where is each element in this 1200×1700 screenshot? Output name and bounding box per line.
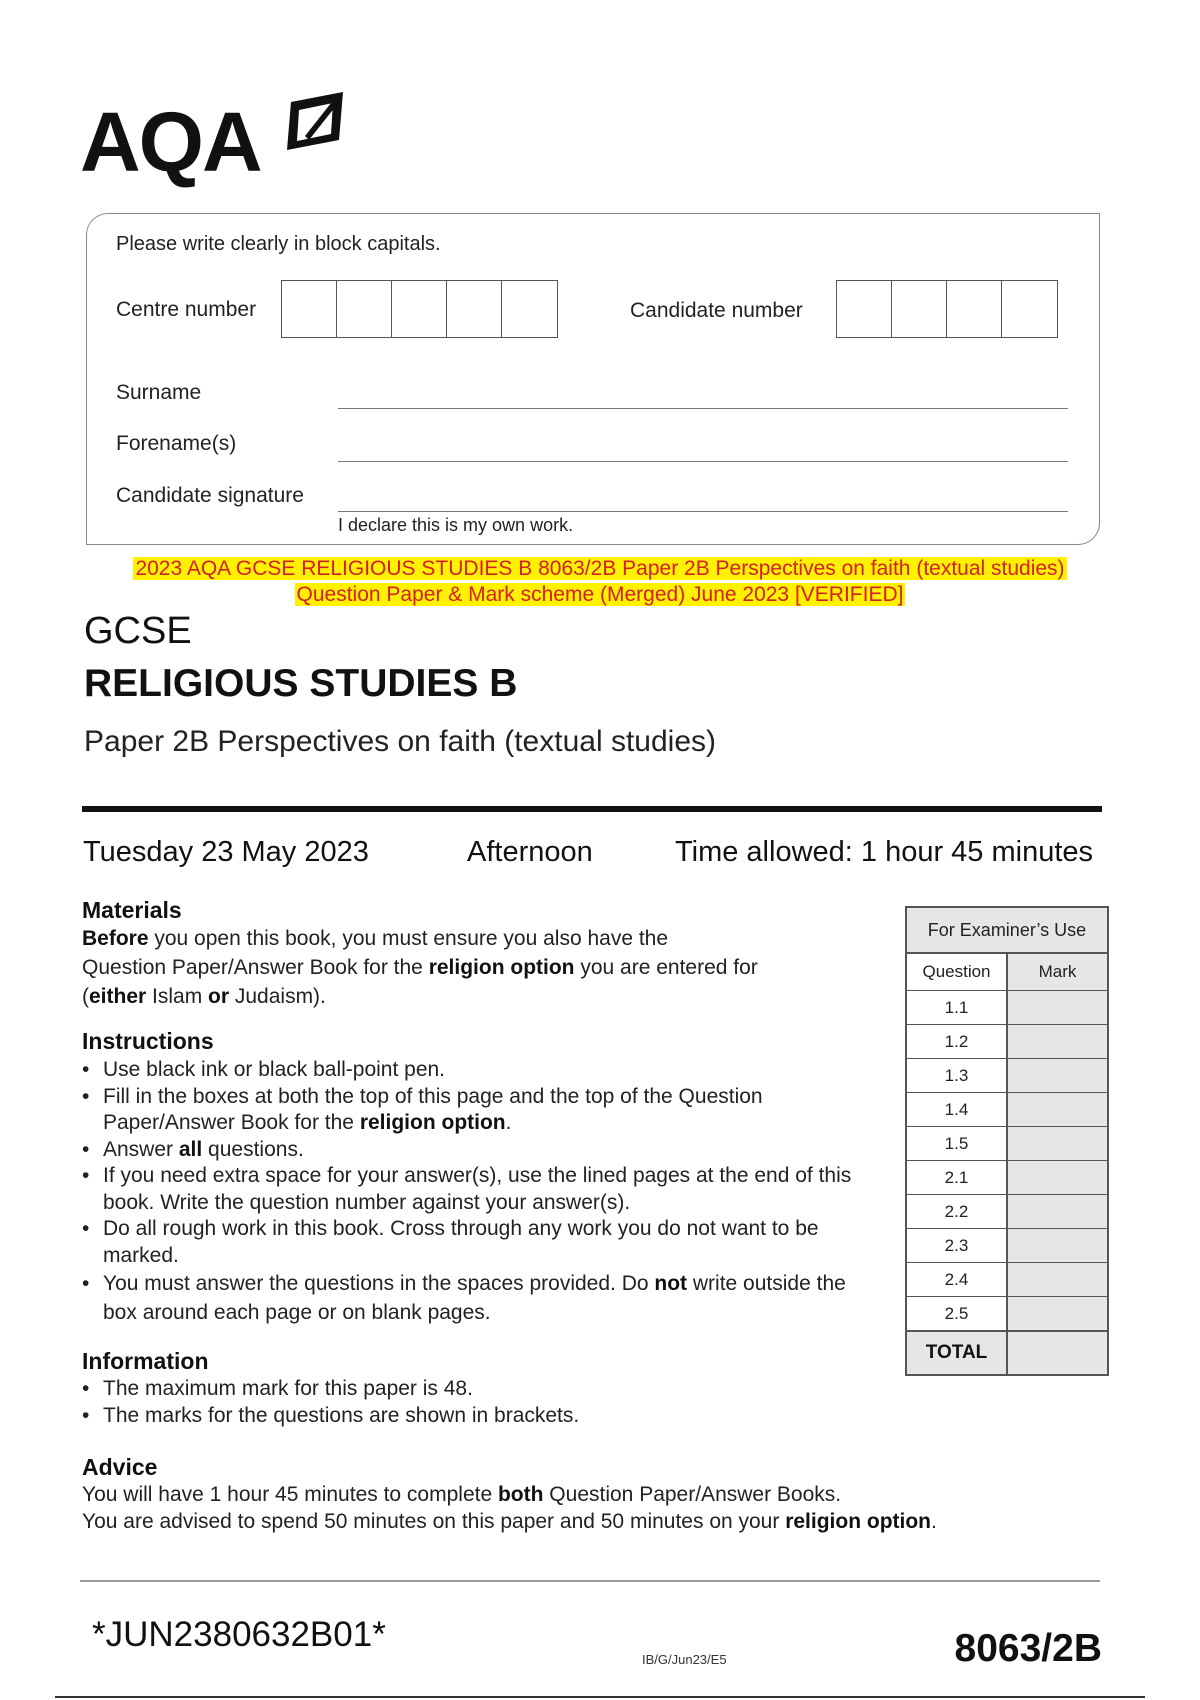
candidate-number-cell[interactable] [837, 281, 892, 337]
examiner-table-row [907, 1229, 1107, 1263]
time-allowed: Time allowed: 1 hour 45 minutes [675, 836, 1094, 868]
aqa-logo [80, 90, 380, 190]
mark-cell[interactable] [1008, 1229, 1107, 1262]
question-number: 2.2 [907, 1195, 1008, 1228]
total-mark-cell[interactable] [1008, 1332, 1107, 1374]
question-number: 1.3 [907, 1059, 1008, 1092]
instruction-text: You must answer the questions in the spaces provided. Do [103, 1272, 655, 1295]
materials-text-6: Judaism). [229, 985, 326, 1008]
centre-number-cell[interactable] [447, 281, 502, 337]
banner-line-2: Question Paper & Mark scheme (Merged) June 2023 [VERIFIED] [296, 583, 904, 606]
advice-text-4: . [931, 1509, 937, 1533]
instruction-bold: not [654, 1272, 688, 1295]
centre-number-cell[interactable] [337, 281, 392, 337]
materials-or: or [208, 985, 230, 1008]
question-number: 1.1 [907, 991, 1008, 1024]
instruction-text: write outside the box around each page or on blank pages. [103, 1272, 846, 1324]
instruction-text: Do all rough work in this book. Cross through any work you do not want to be marked. [103, 1217, 819, 1267]
barcode-text: *JUN2380632B01* [92, 1615, 386, 1654]
mark-column-header: Mark [1008, 954, 1107, 990]
mark-cell[interactable] [1008, 1195, 1107, 1228]
subject-title: RELIGIOUS STUDIES B [84, 662, 518, 705]
mark-cell[interactable] [1008, 1297, 1107, 1330]
instruction-item [82, 1057, 873, 1084]
centre-number-cell[interactable] [392, 281, 447, 337]
advice-text [82, 1482, 1082, 1535]
examiner-table-row [907, 1263, 1107, 1297]
instruction-text: questions. [202, 1137, 304, 1161]
instructions-heading: Instructions [82, 1028, 214, 1054]
examiner-table-total-row [907, 1332, 1107, 1374]
mark-cell[interactable] [1008, 991, 1107, 1024]
footer-divider [80, 1580, 1100, 1582]
advice-bold-2: religion option [785, 1509, 932, 1533]
examiner-table-row [907, 991, 1107, 1025]
materials-text-1: you open this book, you must ensure you also have the [148, 927, 669, 950]
mark-cell[interactable] [1008, 1263, 1107, 1296]
information-item: • The marks for the questions are shown in brackets. [82, 1403, 873, 1430]
paper-title: Paper 2B Perspectives on faith (textual studies) [84, 725, 716, 758]
qualification-title: GCSE [84, 610, 192, 652]
question-number: 2.3 [907, 1229, 1008, 1262]
candidate-number-field[interactable] [836, 280, 1058, 338]
page-bottom-rule [55, 1696, 1145, 1698]
surname-label: Surname [116, 381, 202, 404]
instruction-bold: all [178, 1137, 203, 1161]
examiner-table-row [907, 1059, 1107, 1093]
question-number: 1.5 [907, 1127, 1008, 1160]
examiner-table-row [907, 1093, 1107, 1127]
centre-number-field[interactable] [281, 280, 558, 338]
advice-heading: Advice [82, 1454, 158, 1480]
logo-text: AQA [80, 95, 261, 189]
exam-session: Afternoon [467, 836, 593, 868]
title-divider [82, 806, 1102, 812]
materials-text [82, 924, 862, 1011]
banner-line-1: 2023 AQA GCSE RELIGIOUS STUDIES B 8063/2B Paper 2B Perspectives on faith (textual studies) [135, 557, 1065, 580]
advice-text-3: You are advised to spend 50 minutes on this paper and 50 minutes on your [82, 1509, 786, 1533]
centre-number-cell[interactable] [502, 281, 557, 337]
instruction-text: Use black ink or black ball-point pen. [103, 1058, 446, 1081]
question-column-header: Question [907, 954, 1008, 990]
examiner-table-header-row [907, 954, 1107, 991]
block-capitals-instruction: Please write clearly in block capitals. [116, 233, 441, 255]
mark-cell[interactable] [1008, 1059, 1107, 1092]
candidate-number-cell[interactable] [892, 281, 947, 337]
materials-text-2: Question Paper/Answer Book for the [82, 956, 429, 979]
mark-cell[interactable] [1008, 1161, 1107, 1194]
signature-field[interactable] [338, 511, 1068, 512]
instruction-item [82, 1084, 873, 1137]
materials-text-5: Islam [146, 985, 209, 1008]
candidate-number-label: Candidate number [630, 299, 803, 322]
instruction-text: Answer [103, 1137, 179, 1161]
examiner-table-row [907, 1297, 1107, 1332]
instructions-list [82, 1057, 873, 1327]
instruction-item [82, 1137, 873, 1164]
question-number: 2.4 [907, 1263, 1008, 1296]
aqa-flag-icon [285, 90, 345, 154]
advice-text-2: Question Paper/Answer Books. [543, 1483, 842, 1506]
information-list [82, 1376, 873, 1429]
examiner-table-heading: For Examiner’s Use [907, 908, 1107, 954]
centre-number-label: Centre number [116, 298, 257, 321]
candidate-number-cell[interactable] [1002, 281, 1057, 337]
instruction-item [82, 1216, 873, 1269]
candidate-number-cell[interactable] [947, 281, 1002, 337]
materials-religion-option: religion option [428, 956, 575, 979]
materials-before: Before [82, 927, 149, 950]
question-number: 1.4 [907, 1093, 1008, 1126]
forenames-label: Forename(s) [116, 432, 237, 455]
instruction-item [82, 1269, 873, 1327]
examiner-use-table [905, 906, 1109, 1376]
materials-either: either [89, 985, 147, 1008]
information-item: • The maximum mark for this paper is 48. [82, 1376, 873, 1403]
mark-cell[interactable] [1008, 1093, 1107, 1126]
materials-text-3: you are entered for [574, 956, 758, 979]
centre-number-cell[interactable] [282, 281, 337, 337]
information-heading: Information [82, 1348, 209, 1374]
mark-cell[interactable] [1008, 1025, 1107, 1058]
advice-text-1: You will have 1 hour 45 minutes to complete [82, 1483, 498, 1506]
exam-date: Tuesday 23 May 2023 [83, 836, 369, 868]
document-title-banner [60, 556, 1140, 608]
declaration-text: I declare this is my own work. [338, 515, 574, 535]
forenames-field[interactable] [338, 461, 1068, 462]
question-number: 2.5 [907, 1297, 1008, 1330]
examiner-table-row [907, 1127, 1107, 1161]
advice-bold-1: both [497, 1483, 544, 1506]
instruction-item [82, 1163, 873, 1216]
instruction-bold: religion option [359, 1111, 506, 1134]
examiner-table-row [907, 1195, 1107, 1229]
materials-heading: Materials [82, 897, 182, 923]
materials-text-4: ( [82, 985, 89, 1008]
surname-field[interactable] [338, 408, 1068, 409]
ib-code: IB/G/Jun23/E5 [642, 1652, 727, 1667]
instruction-text: Fill in the boxes at both the top of this page and the top of the Question Paper/Answer Book for the [103, 1084, 763, 1134]
mark-cell[interactable] [1008, 1127, 1107, 1160]
signature-label: Candidate signature [116, 484, 304, 507]
question-number: 2.1 [907, 1161, 1008, 1194]
question-number: 1.2 [907, 1025, 1008, 1058]
examiner-table-row [907, 1161, 1107, 1195]
examiner-table-row [907, 1025, 1107, 1059]
instruction-text: If you need extra space for your answer(s), use the lined pages at the end of this book. Write the question number against your answer(s). [103, 1164, 852, 1214]
instruction-text: . [505, 1111, 512, 1134]
total-label: TOTAL [907, 1332, 1008, 1374]
paper-code: 8063/2B [954, 1627, 1102, 1670]
